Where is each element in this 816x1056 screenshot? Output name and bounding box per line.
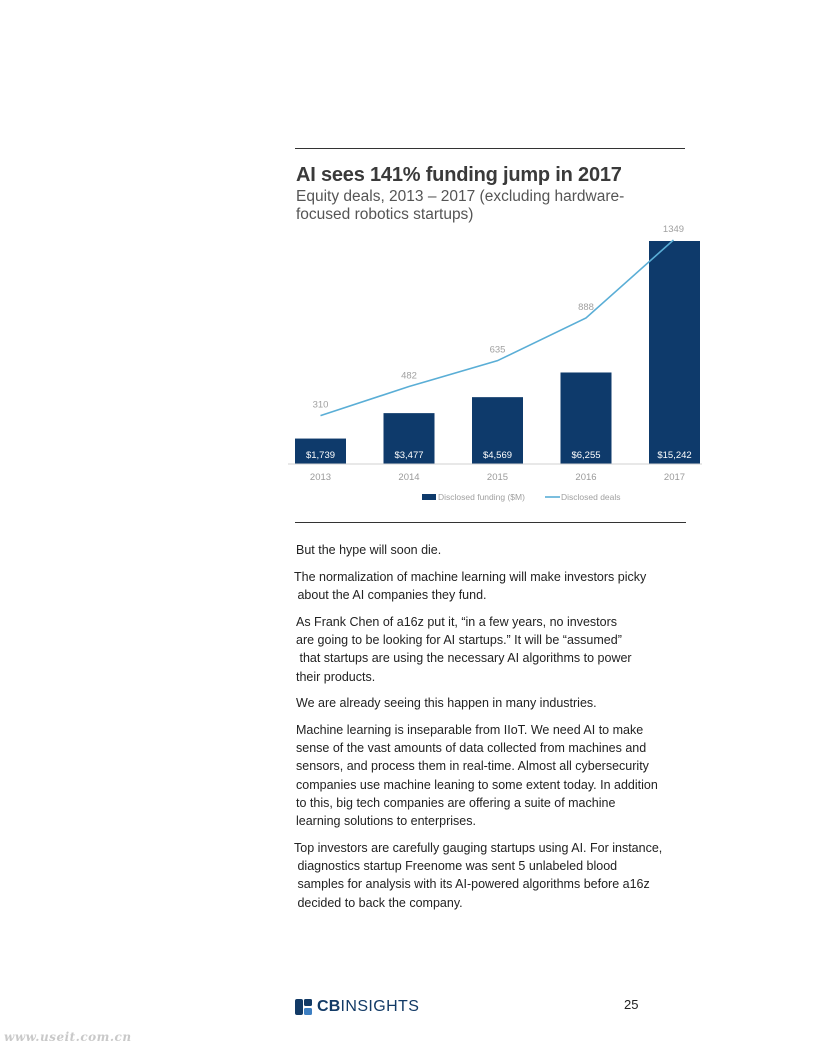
deals-line [321, 240, 674, 416]
funding-bar-label: $1,739 [305, 450, 336, 461]
paragraph: As Frank Chen of a16z put it, “in a few years, no investors are going to be looking for AI startups.” It will be “assumed” that startups are using the necessary AI algorithms to power their products. [296, 615, 632, 684]
bottom-divider [295, 522, 686, 523]
deals-point-label: 482 [401, 370, 417, 382]
chart-subtitle: Equity deals, 2013 – 2017 (excluding hardware-focused robotics startups) [296, 188, 625, 223]
page-number: 25 [624, 997, 639, 1012]
x-tick-label: 2016 [575, 472, 597, 483]
funding-bar-label: $4,569 [482, 450, 513, 461]
paragraph: The normalization of machine learning will make investors picky about the AI companies they fund. [294, 570, 647, 603]
line-layer [321, 240, 674, 416]
legend-label-deals: Disclosed deals [561, 492, 621, 502]
paragraph: But the hype will soon die. [296, 543, 442, 557]
x-axis [288, 464, 702, 483]
watermark: www.useit.com.cn [4, 1030, 132, 1044]
deals-point-label: 1349 [662, 224, 685, 235]
logo-text-insights: INSIGHTS [340, 998, 420, 1015]
deals-point-label: 635 [489, 344, 506, 356]
paragraph: Top investors are carefully gauging startups using AI. For instance, diagnostics startup Freenome was sent 5 unlabeled blood samples for analysis with its AI-powered algorithms before a16z decided to back the company. [294, 841, 663, 910]
top-divider [295, 148, 685, 149]
funding-bar [649, 241, 700, 464]
chart-title: AI sees 141% funding jump in 2017 [296, 164, 622, 186]
funding-chart [280, 220, 710, 515]
paragraph: Machine learning is inseparable from IIoT. We need AI to make sense of the vast amounts of data collected from machines and sensors, and process them in real-time. Almost all cybersecurity companies use machine leaning to some extent today. In addition to this, big tech companies are offering a suite of machine learning solutions to enterprises. [296, 723, 658, 829]
x-tick-label: 2014 [398, 472, 420, 483]
legend-label-funding: Disclosed funding ($M) [438, 492, 525, 502]
logo-text-cb: CB [317, 998, 341, 1015]
x-tick-label: 2015 [486, 472, 509, 483]
chart-legend [422, 492, 621, 502]
deals-point-label: 888 [578, 301, 594, 313]
paragraph: We are already seeing this happen in many industries. [296, 696, 597, 710]
funding-bar-label: $15,242 [657, 450, 692, 461]
cbinsights-logo-icon [295, 999, 313, 1015]
x-tick-label: 2017 [663, 472, 686, 483]
funding-bar-label: $3,477 [394, 450, 424, 461]
legend-swatch-funding [422, 494, 436, 500]
deals-point-label: 310 [312, 399, 329, 411]
cbinsights-logo [295, 998, 419, 1016]
funding-bar-label: $6,255 [571, 450, 601, 461]
x-tick-label: 2013 [309, 472, 332, 483]
